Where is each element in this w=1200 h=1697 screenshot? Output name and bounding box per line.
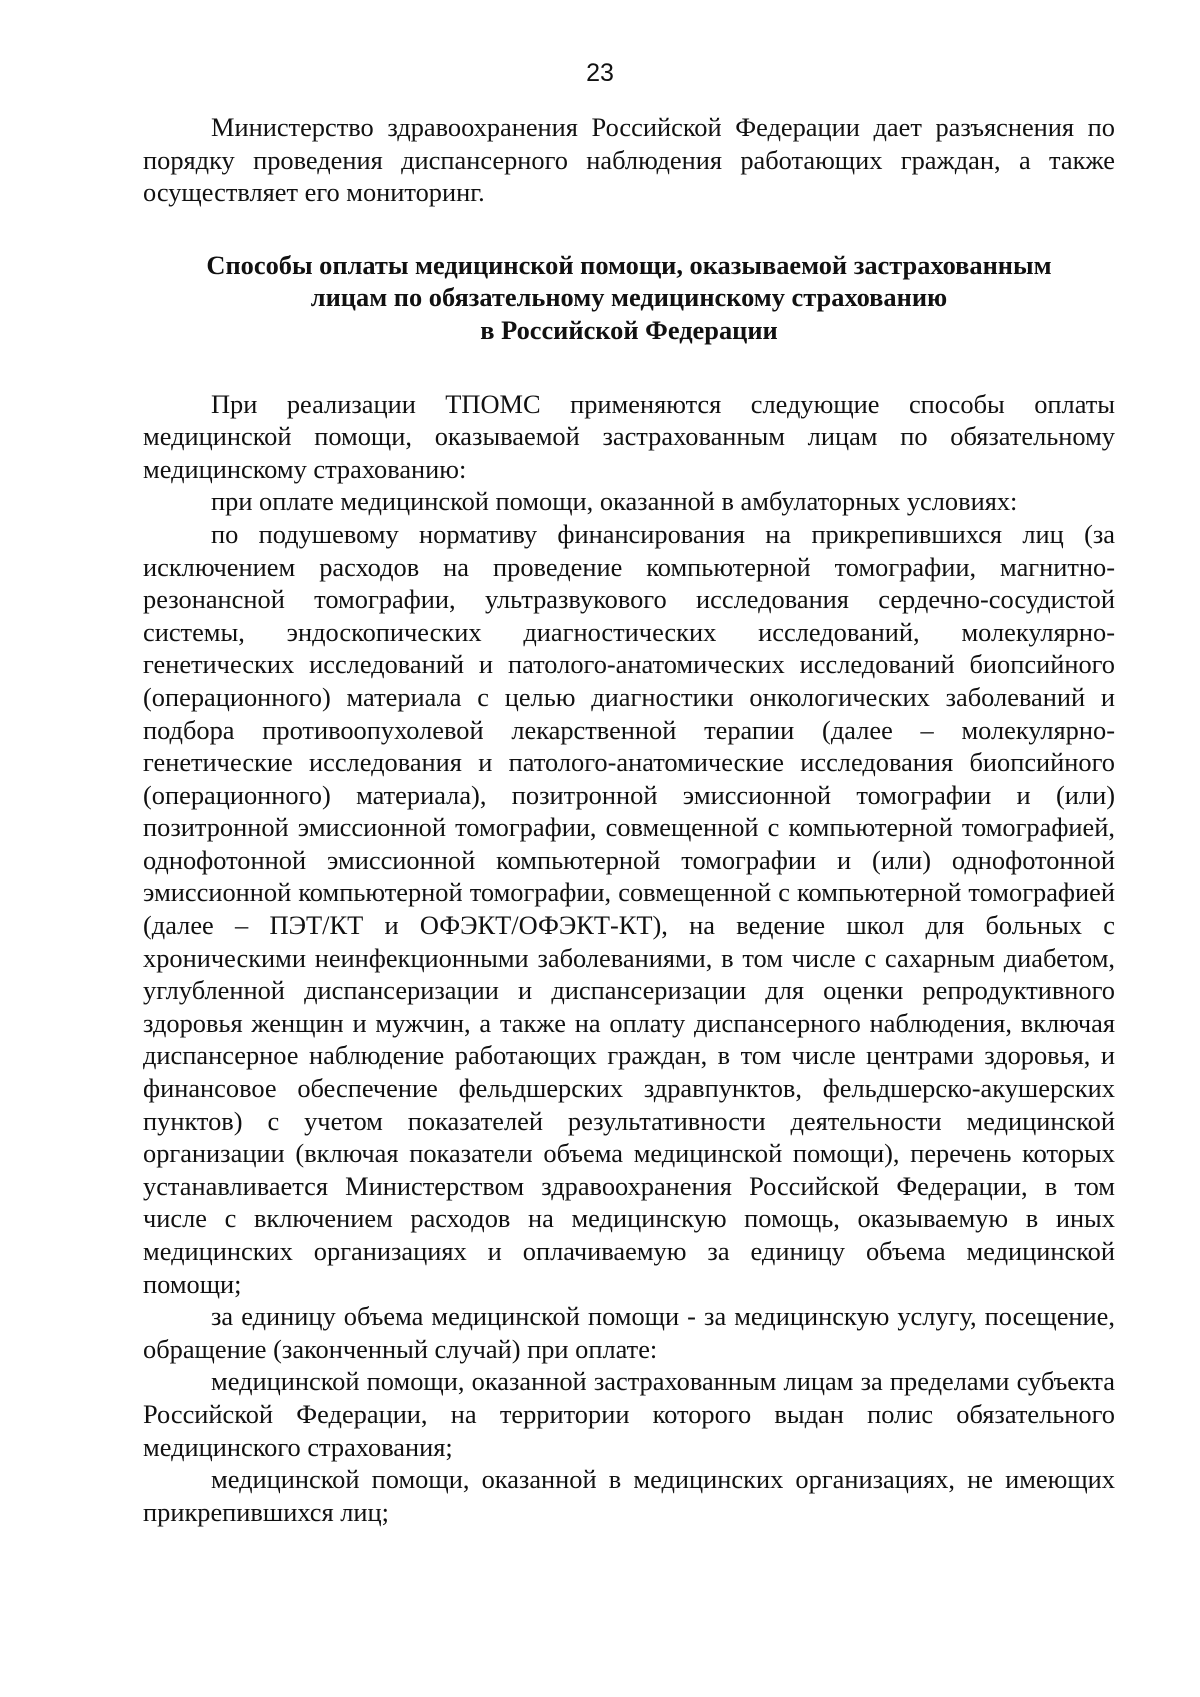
paragraph-per-capita-norm: по подушевому нормативу финансирования на прикрепившихся лиц (за исключением расходов на проведение компьютерной томографии, магнитно-резонансной томографии, ультразвукового исследования сердечно-сосудистой системы, эндоскопических диагностических исследований, молекулярно-генетических исследований и патолого-анатомических исследований биопсийного (операционного) материала с целью диагностики онкологических заболеваний и подбора противоопухолевой лекарственной терапии (далее – молекулярно-генетические исследования и патолого-анатомические исследования биопсийного (операционного) материала), позитронной эмиссионной томографии и (или) позитронной эмиссионной томографии, совмещенной с компьютерной томографией, однофотонной эмиссионной компьютерной томографии и (или) однофотонной эмиссионной компьютерной томографии, совмещенной с компьютерной томографией (далее – ПЭТ/КТ и ОФЭКТ/ОФЭКТ-КТ), на ведение школ для больных с хроническими неинфекционными заболеваниями, в том числе с сахарным диабетом, углубленной диспансеризации и диспансеризации для оценки репродуктивного здоровья женщин и мужчин, а также на оплату диспансерного наблюдения, включая диспансерное наблюдение работающих граждан, в том числе центрами здоровья, и финансовое обеспечение фельдшерских здравпунктов, фельдшерско-акушерских пунктов) с учетом показателей результативности деятельности медицинской организации (включая показатели объема медицинской помощи), перечень которых устанавливается Министерством здравоохранения Российской Федерации, в том числе с включением расходов на медицинскую помощь, оказываемую в иных медицинских организациях и оплачиваемую за единицу объема медицинской помощи; [143, 518, 1115, 1299]
section-heading [143, 249, 1115, 347]
page-number: 23 [586, 59, 614, 87]
paragraph-outside-region: медицинской помощи, оказанной застрахованным лицам за пределами субъекта Российской Федерации, на территории которого выдан полис обязательного медицинского страхования; [143, 1366, 1115, 1462]
paragraph-payment-methods-intro: При реализации ТПОМС применяются следующие способы оплаты медицинской помощи, оказываемой застрахованным лицам по обязательному медицинскому страхованию: [143, 388, 1115, 484]
intro-paragraph: Министерство здравоохранения Российской Федерации дает разъяснения по порядку проведения диспансерного наблюдения работающих граждан, а также осуществляет его мониторинг. [143, 112, 1115, 208]
section-heading-line-1: Способы оплаты медицинской помощи, оказываемой застрахованным [206, 249, 1052, 280]
paragraph-outpatient: при оплате медицинской помощи, оказанной в амбулаторных условиях: [211, 486, 1018, 517]
section-heading-line-2: лицам по обязательному медицинскому страхованию [310, 282, 948, 313]
paragraph-unit-of-volume: за единицу объема медицинской помощи - за медицинскую услугу, посещение, обращение (законченный случай) при оплате: [143, 1301, 1115, 1364]
section-heading-line-3: в Российской Федерации [480, 314, 778, 345]
paragraph-no-attached-persons: медицинской помощи, оказанной в медицинских организациях, не имеющих прикрепившихся лиц; [143, 1464, 1115, 1527]
page-content [143, 111, 1115, 1528]
